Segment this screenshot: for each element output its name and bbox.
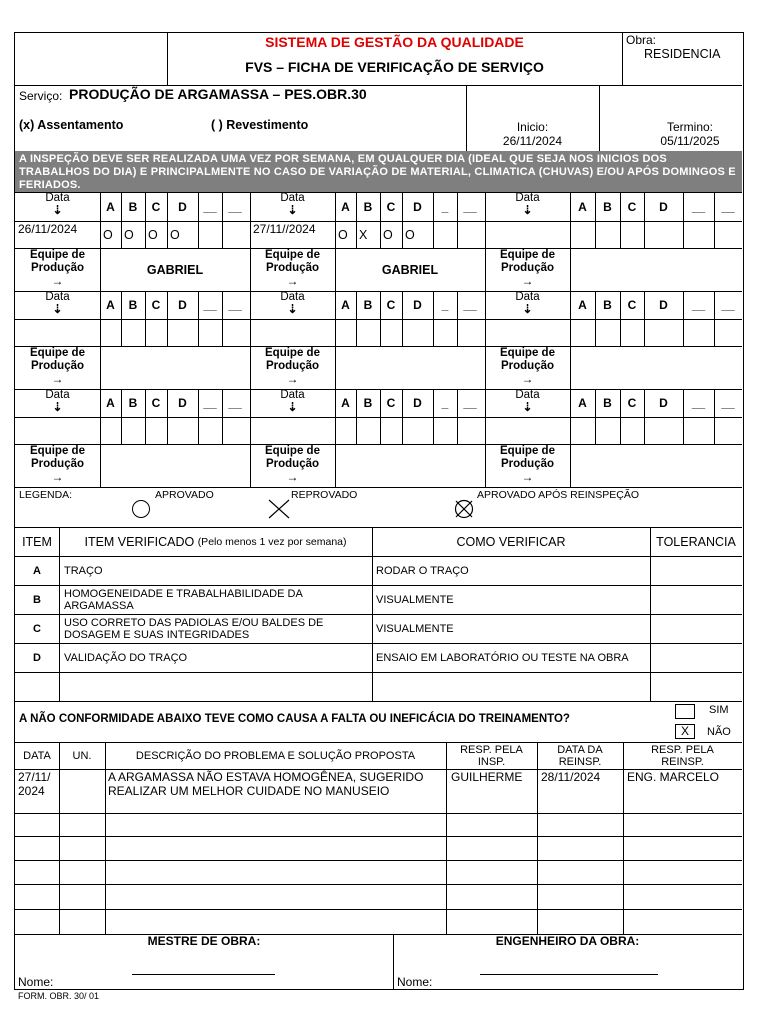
data-label: Data xyxy=(515,389,540,401)
mark-cell[interactable] xyxy=(433,221,457,248)
column-letter: B xyxy=(128,298,138,312)
mark-cell[interactable] xyxy=(595,319,620,346)
mark-cell[interactable] xyxy=(570,417,595,444)
arrow-down-icon: ⇣ xyxy=(522,203,533,217)
item-code: D xyxy=(33,651,41,664)
termino-label: Termino: xyxy=(666,120,713,134)
mark-cell[interactable] xyxy=(644,417,683,444)
mark-cell[interactable] xyxy=(620,417,644,444)
column-letter: B xyxy=(363,298,373,312)
mark-cell[interactable] xyxy=(356,319,380,346)
mark-cell[interactable] xyxy=(644,221,683,248)
column-letter: B xyxy=(128,396,138,410)
column-letter: __ xyxy=(463,298,477,312)
data-label: Data xyxy=(280,389,305,401)
equipe-label: Equipe de Produção → xyxy=(15,445,100,484)
legend-aprovado: APROVADO xyxy=(155,489,214,501)
column-letter: A xyxy=(341,396,350,410)
mark-cell[interactable] xyxy=(683,319,714,346)
column-letter: A xyxy=(106,396,115,410)
header-data-reinsp: DATA DA REINSP. xyxy=(557,743,603,768)
mark-cell[interactable]: O xyxy=(124,227,134,242)
item-code: B xyxy=(33,593,41,606)
data-label: Data xyxy=(45,389,70,401)
item-como-verificar: VISUALMENTE xyxy=(376,622,454,635)
problem-resp-insp[interactable]: GUILHERME xyxy=(451,770,523,784)
column-letter: __ xyxy=(721,396,735,410)
mark-cell[interactable] xyxy=(683,417,714,444)
data-label: Data xyxy=(515,291,540,303)
column-letter: A xyxy=(341,199,350,214)
item-tolerancia[interactable] xyxy=(650,643,742,672)
date-cell[interactable]: 27/11//2024 xyxy=(253,222,316,236)
column-letter: D xyxy=(659,199,668,214)
circle-icon xyxy=(132,500,150,518)
mark-cell[interactable] xyxy=(457,417,483,444)
mark-cell[interactable] xyxy=(683,221,714,248)
item-description: USO CORRETO DAS PADIOLAS E/OU BALDES DE DOSAGEM E SUAS INTEGRIDADES xyxy=(64,616,324,641)
equipe-label: Equipe de Produção → xyxy=(15,249,100,288)
option-revestimento[interactable]: ( ) Revestimento xyxy=(211,118,309,132)
column-letter: __ xyxy=(463,199,477,214)
item-como-verificar: ENSAIO EM LABORATÓRIO OU TESTE NA OBRA xyxy=(376,651,629,664)
header-un: UN. xyxy=(72,749,92,762)
data-label: Data xyxy=(515,192,540,204)
problem-date[interactable]: 27/11/ 2024 xyxy=(18,770,51,798)
header-item-verificado: ITEM VERIFICADO (Pelo menos 1 vez por semana) xyxy=(84,534,347,549)
arrow-right-icon: → xyxy=(51,274,64,288)
column-letter: __ xyxy=(721,298,735,312)
column-letter: D xyxy=(413,199,422,214)
column-letter: C xyxy=(151,396,161,410)
item-code: C xyxy=(33,622,41,635)
problem-description[interactable]: A ARGAMASSA NÃO ESTAVA HOMOGÊNEA, SUGERIDO REALIZAR UM MELHOR CUIDADE NO MANUSEIO xyxy=(108,770,424,798)
mark-cell[interactable] xyxy=(100,417,121,444)
mark-cell[interactable] xyxy=(198,221,222,248)
mark-cell[interactable] xyxy=(457,221,483,248)
nao-checkbox[interactable]: X xyxy=(675,724,695,739)
item-tolerancia[interactable] xyxy=(650,556,742,585)
item-description: VALIDAÇÃO DO TRAÇO xyxy=(64,651,188,664)
team-cell[interactable] xyxy=(100,444,250,487)
mark-cell[interactable] xyxy=(380,319,402,346)
column-letter: A xyxy=(578,298,587,312)
mark-cell[interactable]: O xyxy=(338,227,348,242)
engenheiro-nome-label: Nome: xyxy=(397,975,433,989)
arrow-down-icon: ⇣ xyxy=(287,302,298,316)
nao-label: NÃO xyxy=(707,726,731,738)
mark-cell[interactable] xyxy=(335,417,356,444)
mark-cell[interactable] xyxy=(167,417,198,444)
mark-cell[interactable] xyxy=(100,319,121,346)
data-label: Data xyxy=(280,192,305,204)
column-letter: __ xyxy=(691,199,706,214)
date-cell[interactable] xyxy=(485,417,570,444)
column-letter: B xyxy=(603,298,612,312)
arrow-right-icon: → xyxy=(286,470,299,484)
mark-cell[interactable] xyxy=(595,221,620,248)
header-como-verificar: COMO VERIFICAR xyxy=(456,534,566,549)
mestre-signature-line[interactable] xyxy=(132,974,275,975)
mark-cell[interactable] xyxy=(145,417,167,444)
mark-cell[interactable] xyxy=(714,319,742,346)
column-letter: D xyxy=(178,298,187,312)
column-letter: B xyxy=(128,199,138,214)
column-letter: C xyxy=(627,396,637,410)
column-letter: C xyxy=(386,298,396,312)
arrow-right-icon: → xyxy=(521,274,534,288)
option-assentamento[interactable]: (x) Assentamento xyxy=(19,118,124,132)
column-letter: B xyxy=(603,396,612,410)
obra-label: Obra: xyxy=(626,33,657,47)
equipe-label: Equipe de Produção → xyxy=(250,249,335,288)
mark-cell[interactable] xyxy=(145,319,167,346)
arrow-down-icon: ⇣ xyxy=(287,203,298,217)
arrow-right-icon: → xyxy=(521,372,534,386)
arrow-down-icon: ⇣ xyxy=(522,400,533,414)
mark-cell[interactable] xyxy=(433,319,457,346)
column-letter: C xyxy=(386,396,396,410)
legend-reprovado: REPROVADO xyxy=(291,489,358,501)
mark-cell[interactable] xyxy=(570,319,595,346)
problem-data-reinsp[interactable]: 28/11/2024 xyxy=(541,770,601,784)
mestre-label: MESTRE DE OBRA: xyxy=(147,934,261,948)
arrow-down-icon: ⇣ xyxy=(522,302,533,316)
team-cell[interactable] xyxy=(335,346,485,389)
date-cell[interactable] xyxy=(250,417,335,444)
equipe-label: Equipe de Produção → xyxy=(485,445,570,484)
inicio-value: 26/11/2024 xyxy=(502,134,563,148)
mark-cell[interactable]: O xyxy=(170,227,180,242)
inicio-label: Inicio: xyxy=(516,120,549,134)
column-letter: _ xyxy=(441,298,449,312)
column-letter: D xyxy=(413,298,422,312)
column-letter: __ xyxy=(228,298,242,312)
date-cell[interactable] xyxy=(15,417,100,444)
header-resp-reinsp: RESP. PELA REINSP. xyxy=(651,743,714,768)
mestre-nome-label: Nome: xyxy=(18,975,54,989)
column-letter: D xyxy=(659,396,668,410)
column-letter: __ xyxy=(463,396,477,410)
mark-cell[interactable] xyxy=(198,417,222,444)
column-letter: B xyxy=(363,396,373,410)
header-item: ITEM xyxy=(22,534,52,549)
mark-cell[interactable] xyxy=(222,417,248,444)
equipe-label: Equipe de Produção → xyxy=(250,347,335,386)
team-cell[interactable] xyxy=(335,444,485,487)
engenheiro-label: ENGENHEIRO DA OBRA: xyxy=(495,934,640,948)
mark-cell[interactable] xyxy=(620,221,644,248)
circle-cross-icon xyxy=(454,499,474,519)
column-letter: C xyxy=(151,298,161,312)
mark-cell[interactable]: O xyxy=(148,227,158,242)
sim-label: SIM xyxy=(709,704,729,716)
mark-cell[interactable] xyxy=(433,417,457,444)
mark-cell[interactable] xyxy=(714,417,742,444)
servico-label: Serviço: xyxy=(19,89,63,103)
column-letter: C xyxy=(386,199,396,214)
item-como-verificar: RODAR O TRAÇO xyxy=(376,564,469,577)
team-cell[interactable] xyxy=(570,248,742,291)
mark-cell[interactable] xyxy=(402,417,433,444)
column-letter: A xyxy=(578,396,587,410)
sim-checkbox[interactable] xyxy=(675,704,695,719)
mark-cell[interactable] xyxy=(457,319,483,346)
column-letter: C xyxy=(627,199,637,214)
column-letter: D xyxy=(178,199,187,214)
column-letter: __ xyxy=(721,199,735,214)
date-cell[interactable] xyxy=(250,319,335,346)
item-code: A xyxy=(33,564,41,577)
item-description: TRAÇO xyxy=(64,564,103,577)
cross-icon xyxy=(268,499,290,519)
mark-cell[interactable] xyxy=(595,417,620,444)
column-letter: _ xyxy=(441,199,449,214)
column-letter: A xyxy=(106,199,115,214)
system-title: SISTEMA DE GESTÃO DA QUALIDADE xyxy=(265,34,524,50)
termino-value: 05/11/2025 xyxy=(660,134,720,148)
mark-cell[interactable] xyxy=(644,319,683,346)
arrow-down-icon: ⇣ xyxy=(52,400,63,414)
mark-cell[interactable]: X xyxy=(359,227,368,242)
date-cell[interactable] xyxy=(15,319,100,346)
item-tolerancia[interactable] xyxy=(650,614,742,643)
engenheiro-signature-line[interactable] xyxy=(480,974,658,975)
column-letter: __ xyxy=(228,396,242,410)
data-label: Data xyxy=(45,291,70,303)
header-descricao: DESCRIÇÃO DO PROBLEMA E SOLUÇÃO PROPOSTA xyxy=(135,749,416,762)
column-letter: __ xyxy=(203,199,217,214)
instruction-banner: A INSPEÇÃO DEVE SER REALIZADA UMA VEZ POR SEMANA, EM QUALQUER DIA (IDEAL QUE SEJA NOS INICIOS DOS TRABALHOS DO DIA) E PRINCIPALMENTE NO CASO DE VARIAÇÃO DE MATERIAL, CLIMATICA (CHUVAS) E/OU APÓS DOMINGOS E FERIADOS. xyxy=(15,151,742,192)
arrow-right-icon: → xyxy=(286,372,299,386)
mark-cell[interactable] xyxy=(380,417,402,444)
item-como-verificar: VISUALMENTE xyxy=(376,593,454,606)
equipe-label: Equipe de Produção → xyxy=(485,249,570,288)
mark-cell[interactable] xyxy=(714,221,742,248)
arrow-right-icon: → xyxy=(521,470,534,484)
header-resp-insp: RESP. PELA INSP. xyxy=(460,743,523,768)
team-cell[interactable]: GABRIEL xyxy=(146,262,204,277)
mark-cell[interactable]: O xyxy=(383,227,393,242)
column-letter: C xyxy=(627,298,637,312)
servico-value: PRODUÇÃO DE ARGAMASSA – PES.OBR.30 xyxy=(69,86,367,102)
mark-cell[interactable] xyxy=(402,319,433,346)
equipe-label: Equipe de Produção → xyxy=(485,347,570,386)
column-letter: D xyxy=(413,396,422,410)
team-cell[interactable]: GABRIEL xyxy=(381,262,439,277)
data-label: Data xyxy=(45,192,70,204)
column-letter: D xyxy=(178,396,187,410)
column-letter: __ xyxy=(691,396,706,410)
arrow-down-icon: ⇣ xyxy=(52,203,63,217)
mark-cell[interactable] xyxy=(620,319,644,346)
column-letter: A xyxy=(578,199,587,214)
date-cell[interactable]: 26/11/2024 xyxy=(18,222,78,236)
arrow-down-icon: ⇣ xyxy=(287,400,298,414)
column-letter: __ xyxy=(228,199,242,214)
team-cell[interactable] xyxy=(570,444,742,487)
team-cell[interactable] xyxy=(570,346,742,389)
data-label: Data xyxy=(280,291,305,303)
mark-cell[interactable] xyxy=(167,319,198,346)
mark-cell[interactable] xyxy=(198,319,222,346)
header-data: DATA xyxy=(23,749,51,762)
equipe-label: Equipe de Produção → xyxy=(250,445,335,484)
column-letter: A xyxy=(106,298,115,312)
column-letter: __ xyxy=(691,298,706,312)
mark-cell[interactable]: O xyxy=(103,227,113,242)
mark-cell[interactable] xyxy=(121,319,145,346)
mark-cell[interactable] xyxy=(222,221,248,248)
date-cell[interactable] xyxy=(485,319,570,346)
arrow-right-icon: → xyxy=(51,470,64,484)
column-letter: C xyxy=(151,199,161,214)
mark-cell[interactable]: O xyxy=(405,227,415,242)
fvs-form xyxy=(14,32,744,990)
column-letter: B xyxy=(363,199,373,214)
mark-cell[interactable] xyxy=(335,319,356,346)
form-code: FORM. OBR. 30/ 01 xyxy=(18,991,100,1001)
item-tolerancia[interactable] xyxy=(650,585,742,614)
arrow-right-icon: → xyxy=(286,274,299,288)
column-letter: D xyxy=(659,298,668,312)
column-letter: _ xyxy=(441,396,449,410)
legend-label: LEGENDA: xyxy=(19,489,73,501)
legend-aprovado-reinsp: APROVADO APÓS REINSPEÇÃO xyxy=(477,489,640,501)
item-description: HOMOGENEIDADE E TRABALHABILIDADE DA ARGAMASSA xyxy=(64,587,303,612)
mark-cell[interactable] xyxy=(222,319,248,346)
nc-question: A NÃO CONFORMIDADE ABAIXO TEVE COMO CAUSA A FALTA OU INEFICÁCIA DO TREINAMENTO? xyxy=(19,713,570,725)
column-letter: __ xyxy=(203,298,217,312)
mark-cell[interactable] xyxy=(570,221,595,248)
mark-cell[interactable] xyxy=(356,417,380,444)
date-cell[interactable] xyxy=(485,221,570,248)
arrow-down-icon: ⇣ xyxy=(52,302,63,316)
column-letter: __ xyxy=(203,396,217,410)
arrow-right-icon: → xyxy=(51,372,64,386)
mark-cell[interactable] xyxy=(121,417,145,444)
form-title: FVS – FICHA DE VERIFICAÇÃO DE SERVIÇO xyxy=(245,59,544,75)
obra-value: RESIDENCIA xyxy=(644,47,721,61)
column-letter: B xyxy=(603,199,612,214)
column-letter: A xyxy=(341,298,350,312)
team-cell[interactable] xyxy=(100,346,250,389)
problem-resp-reinsp[interactable]: ENG. MARCELO xyxy=(627,770,720,784)
equipe-label: Equipe de Produção → xyxy=(15,347,100,386)
header-tolerancia: TOLERANCIA xyxy=(656,534,736,549)
